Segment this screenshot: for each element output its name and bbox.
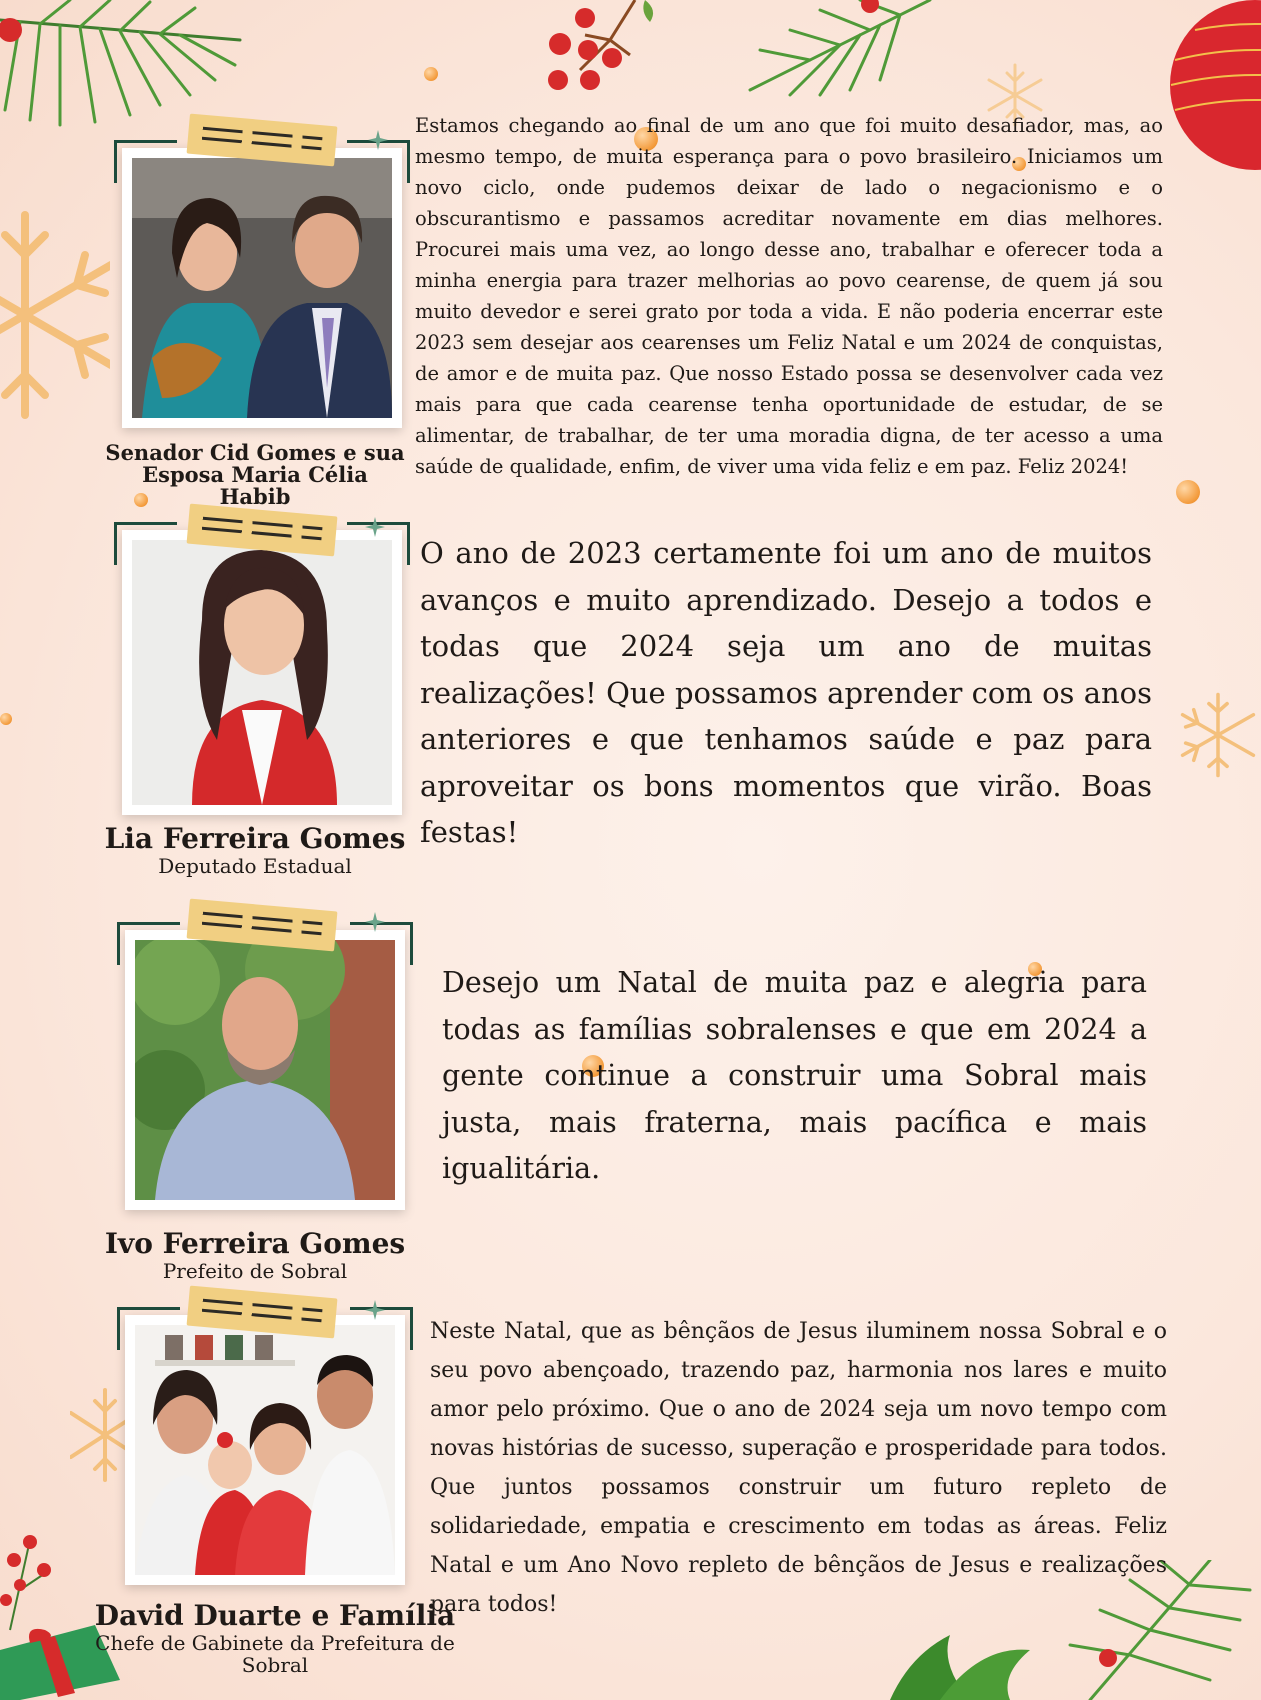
family-photo-icon [135,1325,395,1575]
entry-3-name: Ivo Ferreira Gomes [104,1227,406,1260]
entry-4-role: Chefe de Gabinete da Prefeitura de Sobral [95,1631,455,1677]
entry-2-name: Lia Ferreira Gomes [104,822,406,855]
caption-line-1: Senador Cid Gomes e sua [105,440,405,465]
berry-cluster-icon [0,1530,60,1640]
man-portrait-icon [135,940,395,1200]
caption-2 [100,823,410,877]
ornament-ball-icon [0,713,12,725]
photo-3 [135,940,395,1200]
caption-4 [60,1600,490,1676]
photo-frame-4 [125,1315,405,1585]
message-4: Neste Natal, que as bênçãos de Jesus iluminem nossa Sobral e o seu povo abençoado, trazendo paz, harmonia nos lares e muito amor pelo próximo. Que o ano de 2024 seja um novo tempo com novas histórias de sucesso, superação e prosperidade para todos. Que juntos possamos construir um futuro repleto de solidariedade, empatia e crescimento em todas as áreas. Feliz Natal e um Ano Novo repleto de bênçãos de Jesus e realizações para todos! [430,1319,1167,1617]
photo-frame-3 [125,930,405,1210]
sparkle-icon [365,1300,385,1320]
entry-2-role: Deputado Estadual [158,854,352,878]
pine-branch-icon [730,0,940,100]
photo-frame-1 [122,148,402,428]
photo-4 [135,1325,395,1575]
photo-1 [132,158,392,418]
message-3: Desejo um Natal de muita paz e alegria para todas as famílias sobralenses e que em 2024 a gente continue a construir uma Sobral mais justa, mais fraterna, mais pacífica e mais igualitária. [442,966,1147,1185]
message-2: O ano de 2023 certamente foi um ano de muitos avanços e muito aprendizado. Desejo a todos e todas que 2024 seja um ano de muitas realizações! Que possamos aprender com os anos anteriores e que tenhamos saúde e paz para aproveitar os bons momentos que virão. Boas festas! [420,536,1152,849]
caption-line-2: Esposa Maria Célia Habib [142,462,368,509]
ornament-ball-icon [1155,0,1261,170]
ornament-ball-icon [424,67,438,81]
couple-photo-icon [132,158,392,418]
sparkle-icon [365,912,385,932]
snowflake-icon [0,200,110,430]
photo-frame-2 [122,530,402,815]
entry-4-name: David Duarte e Família [94,1599,456,1632]
photo-2 [132,540,392,805]
woman-portrait-icon [132,540,392,805]
entry-3-role: Prefeito de Sobral [162,1259,348,1283]
ornament-ball-icon [1176,480,1200,504]
caption-1 [105,442,405,508]
sparkle-icon [365,517,385,537]
holly-leaf-icon [880,1615,1040,1700]
sparkle-icon [368,130,388,150]
message-1: Estamos chegando ao final de um ano que foi muito desafiador, mas, ao mesmo tempo, de muita esperança para o povo brasileiro. Iniciamos um novo ciclo, onde pudemos deixar de lado o negacionismo e o obscurantismo e passamos acreditar novamente em dias melhores. Procurei mais uma vez, ao longo desse ano, trabalhar e oferecer toda a minha energia para trazer melhorias ao povo cearense, de quem já sou muito devedor e serei grato por toda a vida. E não poderia encerrar este 2023 sem desejar aos cearenses um Feliz Natal e um 2024 de conquistas, de amor e de muita paz. Que nosso Estado possa se desenvolver cada vez mais para que cada cearense tenha oportunidade de estudar, de se alimentar, de trabalhar, de ter uma moradia digna, de ter acesso a uma saúde de qualidade, enfim, de viver uma vida feliz e em paz. Feliz 2024! [415,114,1163,478]
caption-3 [100,1228,410,1282]
berry-cluster-icon [540,0,660,100]
snowflake-icon [1175,650,1261,820]
